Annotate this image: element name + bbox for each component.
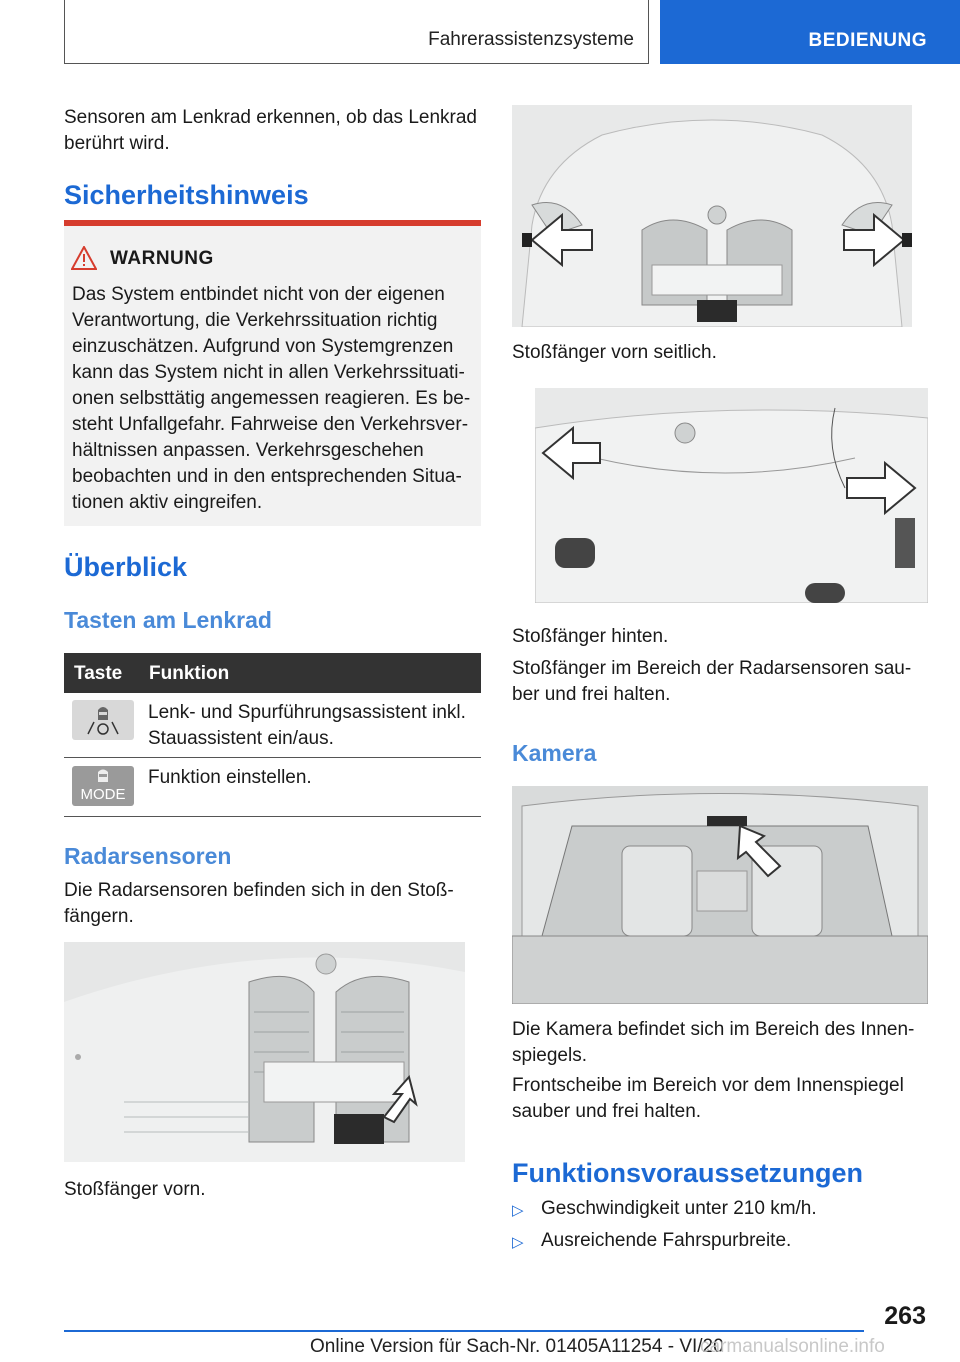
radar-text: Die Radarsensoren befinden sich in den Stoßfängern. [64,880,454,927]
front-side-bumper-image [512,105,912,327]
table-header [64,653,481,693]
table-row-1-function: Lenk- und Spurführungsassistent inkl. Stauassistent ein/aus. [148,702,466,749]
rear-bumper-image [535,388,928,603]
table-row-2-function: Funktion einstellen. [148,767,312,788]
buttons-heading: Tasten am Lenkrad [64,607,272,633]
chapter-tab[interactable] [660,0,960,64]
front-bumper-caption: Stoßfänger vorn. [64,1179,206,1200]
front-side-caption: Stoßfänger vorn seitlich. [512,342,717,363]
intro-text: Sensoren am Lenkrad erkennen, ob das Lenkrad berührt wird. [64,107,477,154]
overview-heading: Überblick [64,552,188,582]
bullet-triangle-icon: ▷ [512,1202,524,1219]
chapter-tab-label: BEDIENUNG [808,30,927,51]
rear-bumper-caption: Stoßfänger hinten. [512,626,669,647]
footer-rule [64,1330,864,1332]
requirements-heading: Funktionsvoraussetzungen [512,1158,864,1188]
camera-caption: Die Kamera befindet sich im Bereich des Innenspiegels. [512,1019,915,1066]
warning-text: Das System entbindet nicht von der eigenen Verantwortung, die Verkehrssituation richtig einzuschätzen. Aufgrund von Systemgrenzen kann das System nicht in allen Verkehrssituationen selbsttätig angemessen reagieren. Es besteht Unfallgefahr. Fahrweise den Verkehrsverhältnissen anpassen. Verkehrsgeschehen beobachten und in den entsprechenden Situationen aktiv eingreifen. [72,284,471,513]
bullet-triangle-icon: ▷ [512,1234,524,1251]
table-header-key: Taste [74,663,123,684]
steering-assist-icon [72,700,134,740]
table-header-function: Funktion [149,663,230,684]
safety-heading: Sicherheitshinweis [64,180,309,210]
header-frame [64,0,649,64]
header-section-title: Fahrerassistenzsysteme [428,29,634,50]
table-row-divider [64,816,481,817]
page-number: 263 [884,1302,926,1330]
mode-button-icon [72,766,134,806]
radar-heading: Radarsensoren [64,843,232,869]
warning-title: WARNUNG [110,248,214,269]
camera-image [512,786,928,1004]
camera-note: Frontscheibe im Bereich vor dem Innenspiegel sauber und frei halten. [512,1075,904,1122]
footer-online-version: Online Version für Sach-Nr. 01405A11254 - VI/20 [310,1336,724,1357]
rear-bumper-note: Stoßfänger im Bereich der Radarsensoren sauber und frei halten. [512,658,912,705]
mode-label: MODE [80,786,126,803]
table-row-divider [64,757,481,758]
camera-heading: Kamera [512,740,597,766]
watermark: carmanualsonline.info [700,1336,885,1357]
front-bumper-image [64,942,465,1162]
warning-triangle-icon [71,246,97,270]
